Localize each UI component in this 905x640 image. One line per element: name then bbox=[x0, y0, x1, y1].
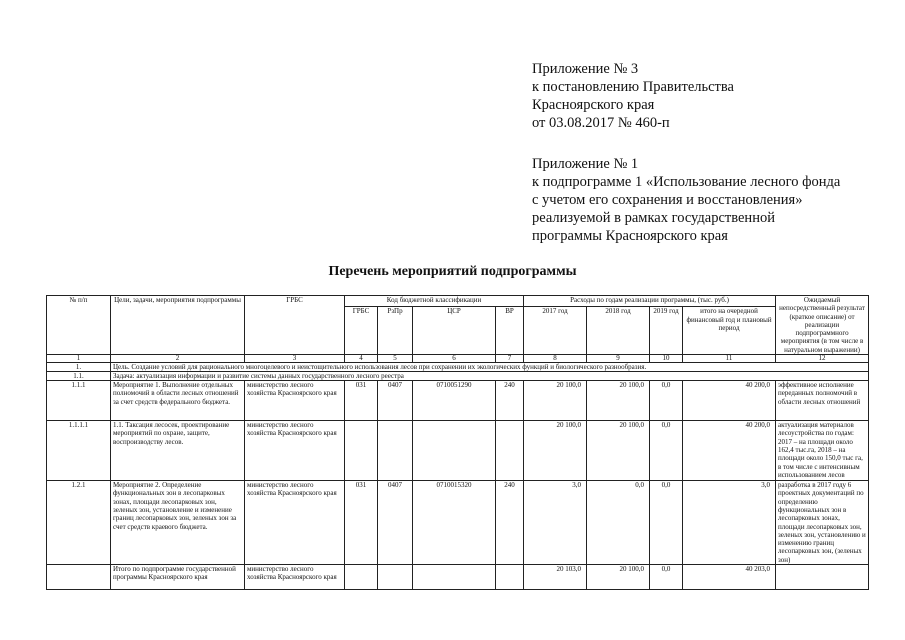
header-line: Приложение № 1 bbox=[532, 156, 639, 172]
col-number: 7 bbox=[496, 355, 524, 363]
header-2017: 2017 год bbox=[524, 307, 587, 355]
goal-num: 1. bbox=[47, 363, 111, 372]
row-code-grbs: 031 bbox=[345, 481, 378, 565]
row-2017: 20 103,0 bbox=[524, 565, 587, 590]
col-number: 2 bbox=[111, 355, 245, 363]
col-number: 10 bbox=[650, 355, 683, 363]
row-name: 1.1. Таксация лесосек, проектирование мероприятий по охране, защите, воспроизводству лесов. bbox=[111, 421, 245, 481]
row-result: разработка в 2017 году 6 проектных документаций по определению функциональных зон в лесопарковых зонах, площади лесопарковых зон, зеленых зон, установлению и изменению границ лесопарковых зон, (зеленых зон) bbox=[776, 481, 869, 565]
header-2019: 2019 год bbox=[650, 307, 683, 355]
col-number: 3 bbox=[245, 355, 345, 363]
header-goals: Цели, задачи, мероприятия подпрограммы bbox=[111, 296, 245, 355]
header-expenses: Расходы по годам реализации программы, (тыс. руб.) bbox=[524, 296, 776, 307]
row-grbs: министерство лесного хозяйства Красноярского края bbox=[245, 481, 345, 565]
header-line: программы Красноярского края bbox=[532, 228, 728, 244]
header-grbs: ГРБС bbox=[245, 296, 345, 355]
row-result bbox=[776, 565, 869, 590]
row-csr: 0710015320 bbox=[413, 481, 496, 565]
header-line: Приложение № 3 bbox=[532, 61, 639, 77]
row-code-grbs bbox=[345, 565, 378, 590]
task-text: Задача: актуализация информации и развитие системы данных государственного лесного реестра bbox=[111, 372, 869, 381]
header-block-appendix-3 bbox=[532, 60, 734, 132]
header-line: от 03.08.2017 № 460-п bbox=[532, 115, 670, 131]
table-row bbox=[47, 421, 869, 481]
row-2018: 20 100,0 bbox=[587, 381, 650, 421]
header-block-appendix-1 bbox=[532, 155, 840, 245]
row-grbs: министерство лесного хозяйства Красноярского края bbox=[245, 565, 345, 590]
row-2019: 0,0 bbox=[650, 481, 683, 565]
header-line: реализуемой в рамках государственной bbox=[532, 210, 775, 226]
row-2017: 20 100,0 bbox=[524, 421, 587, 481]
row-grbs: министерство лесного хозяйства Красноярского края bbox=[245, 421, 345, 481]
header-line: к подпрограмме 1 «Использование лесного фонда bbox=[532, 174, 841, 190]
col-number: 12 bbox=[776, 355, 869, 363]
row-num: 1.1.1 bbox=[47, 381, 111, 421]
row-result: актуализация материалов лесоустройства по годам: 2017 – на площади около 162,4 тыс.га, 2018 – на площади около 150,0 тыс га, в том числе с интенсивным использованием лесов bbox=[776, 421, 869, 481]
row-num bbox=[47, 565, 111, 590]
row-rzpr: 0407 bbox=[378, 381, 413, 421]
header-sub-rzpr: РзПр bbox=[378, 307, 413, 355]
table-row-total bbox=[47, 565, 869, 590]
task-row bbox=[47, 372, 869, 381]
row-vr bbox=[496, 421, 524, 481]
row-csr: 0710051290 bbox=[413, 381, 496, 421]
col-number: 8 bbox=[524, 355, 587, 363]
col-number: 6 bbox=[413, 355, 496, 363]
row-2018: 0,0 bbox=[587, 481, 650, 565]
goal-row bbox=[47, 363, 869, 372]
row-num: 1.1.1.1 bbox=[47, 421, 111, 481]
header-sub-grbs: ГРБС bbox=[345, 307, 378, 355]
header-2018: 2018 год bbox=[587, 307, 650, 355]
row-rzpr bbox=[378, 565, 413, 590]
row-total: 40 203,0 bbox=[683, 565, 776, 590]
col-number: 4 bbox=[345, 355, 378, 363]
row-2019: 0,0 bbox=[650, 565, 683, 590]
row-2017: 3,0 bbox=[524, 481, 587, 565]
header-total: итого на очередной финансовый год и плановый период bbox=[683, 307, 776, 355]
header-line: с учетом его сохранения и восстановления» bbox=[532, 192, 803, 208]
row-code-grbs bbox=[345, 421, 378, 481]
header-budget-code: Код бюджетной классификации bbox=[345, 296, 524, 307]
row-result: эффективное исполнение переданных полномочий в области лесных отношений bbox=[776, 381, 869, 421]
document-title: Перечень мероприятий подпрограммы bbox=[328, 264, 577, 279]
goal-text: Цель. Создание условий для рационального многоцелевого и неистощительного использования лесов при сохранении их экологических функций и биологического разнообразия. bbox=[111, 363, 869, 372]
row-rzpr bbox=[378, 421, 413, 481]
measures-table bbox=[46, 295, 869, 590]
column-number-row bbox=[47, 355, 869, 363]
row-total: 40 200,0 bbox=[683, 421, 776, 481]
header-line: Красноярского края bbox=[532, 97, 655, 113]
header-line: к постановлению Правительства bbox=[532, 79, 734, 95]
row-2017: 20 100,0 bbox=[524, 381, 587, 421]
row-csr bbox=[413, 421, 496, 481]
header-sub-csr: ЦСР bbox=[413, 307, 496, 355]
task-num: 1.1. bbox=[47, 372, 111, 381]
row-name: Итого по подпрограмме государственной программы Красноярского края bbox=[111, 565, 245, 590]
row-2019: 0,0 bbox=[650, 381, 683, 421]
row-csr bbox=[413, 565, 496, 590]
row-vr: 240 bbox=[496, 381, 524, 421]
header-num: № п/п bbox=[47, 296, 111, 355]
header-result: Ожидаемый непосредственный результат (краткое описание) от реализации подпрограммного мероприятия (в том числе в натуральном выражении) bbox=[776, 296, 869, 355]
col-number: 1 bbox=[47, 355, 111, 363]
col-number: 5 bbox=[378, 355, 413, 363]
table-row bbox=[47, 481, 869, 565]
row-total: 3,0 bbox=[683, 481, 776, 565]
row-vr bbox=[496, 565, 524, 590]
row-2018: 20 100,0 bbox=[587, 421, 650, 481]
table-row bbox=[47, 381, 869, 421]
row-num: 1.2.1 bbox=[47, 481, 111, 565]
header-sub-vr: ВР bbox=[496, 307, 524, 355]
row-rzpr: 0407 bbox=[378, 481, 413, 565]
col-number: 9 bbox=[587, 355, 650, 363]
row-grbs: министерство лесного хозяйства Красноярского края bbox=[245, 381, 345, 421]
row-vr: 240 bbox=[496, 481, 524, 565]
col-number: 11 bbox=[683, 355, 776, 363]
row-2018: 20 100,0 bbox=[587, 565, 650, 590]
row-total: 40 200,0 bbox=[683, 381, 776, 421]
row-name: Мероприятие 1. Выполнение отдельных полномочий в области лесных отношений за счет средств федерального бюджета. bbox=[111, 381, 245, 421]
row-2019: 0,0 bbox=[650, 421, 683, 481]
row-code-grbs: 031 bbox=[345, 381, 378, 421]
row-name: Мероприятие 2. Определение функциональных зон в лесопарковых зонах, площади лесопарковых зон, зеленых зон, установление и изменение границ лесопарковых зон, зеленых зон за счет средств краевого бюджета. bbox=[111, 481, 245, 565]
